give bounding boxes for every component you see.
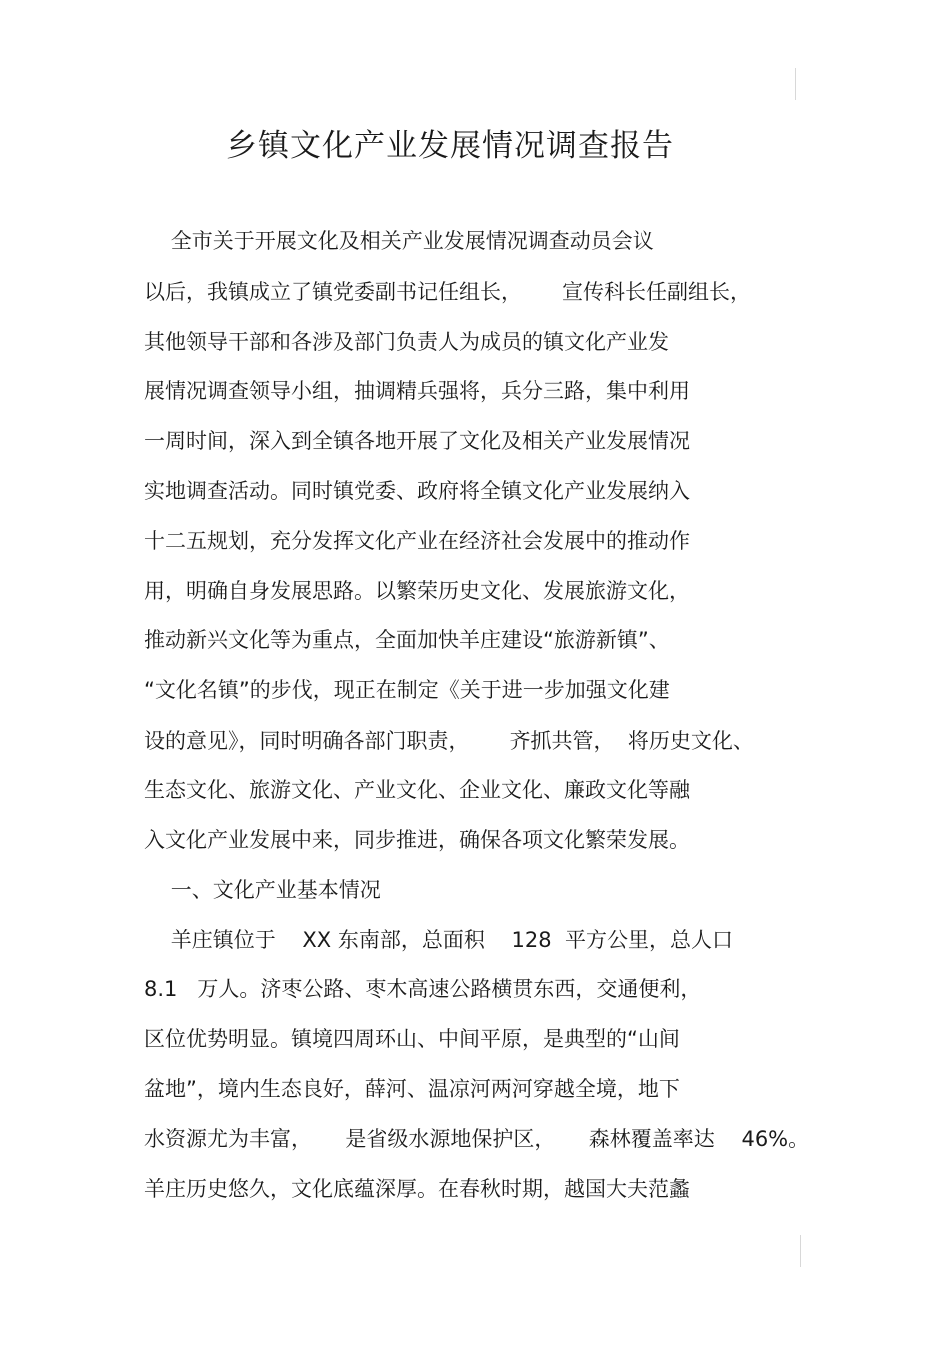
body-line-10: “文化名镇”的步伐，现正在制定《关于进一步加强文化建 [144,678,670,702]
body-line-13: 入文化产业发展中来，同步推进，确保各项文化繁荣发展。 [144,828,690,852]
body-line-6: 实地调查活动。同时镇党委、政府将全镇文化产业发展纳入 [144,479,690,503]
bottom-right-edge-mark [800,1235,801,1267]
body-line-1: 全市关于开展文化及相关产业发展情况调查动员会议 [144,229,654,253]
body-line-16: 8.1 万人。济枣公路、枣木高速公路横贯东西，交通便利， [144,977,702,1001]
body-line-9: 推动新兴文化等为重点，全面加快羊庄建设“旅游新镇”、 [144,628,670,652]
body-line-20: 羊庄历史悠久，文化底蕴深厚。在春秋时期，越国大夫范蠡 [144,1177,690,1201]
body-line-11: 设的意见》，同时明确各部门职责， 齐抓共管， 将历史文化、 [144,729,754,753]
body-line-8: 用，明确自身发展思路。以繁荣历史文化、发展旅游文化， [144,579,690,603]
document-title: 乡镇文化产业发展情况调查报告 [226,128,674,164]
body-line-4: 展情况调查领导小组，抽调精兵强将，兵分三路，集中利用 [144,379,690,403]
section-heading-1: 一、文化产业基本情况 [144,878,381,902]
body-line-7: 十二五规划，充分发挥文化产业在经济社会发展中的推动作 [144,529,690,553]
body-line-12: 生态文化、旅游文化、产业文化、企业文化、廉政文化等融 [144,778,690,802]
body-line-17: 区位优势明显。镇境四周环山、中间平原，是典型的“山间 [144,1027,680,1051]
body-line-3: 其他领导干部和各涉及部门负责人为成员的镇文化产业发 [144,330,669,354]
body-line-2: 以后，我镇成立了镇党委副书记任组长， 宣传科长任副组长， [144,280,752,304]
body-line-18: 盆地”，境内生态良好，薛河、温凉河两河穿越全境，地下 [144,1077,680,1101]
body-line-5: 一周时间，深入到全镇各地开展了文化及相关产业发展情况 [144,429,690,453]
top-right-edge-mark [795,68,796,100]
body-line-19: 水资源尤为丰富， 是省级水源地保护区， 森林覆盖率达 46%。 [144,1127,810,1151]
body-line-15: 羊庄镇位于 XX 东南部，总面积 128 平方公里，总人口 [144,928,733,952]
